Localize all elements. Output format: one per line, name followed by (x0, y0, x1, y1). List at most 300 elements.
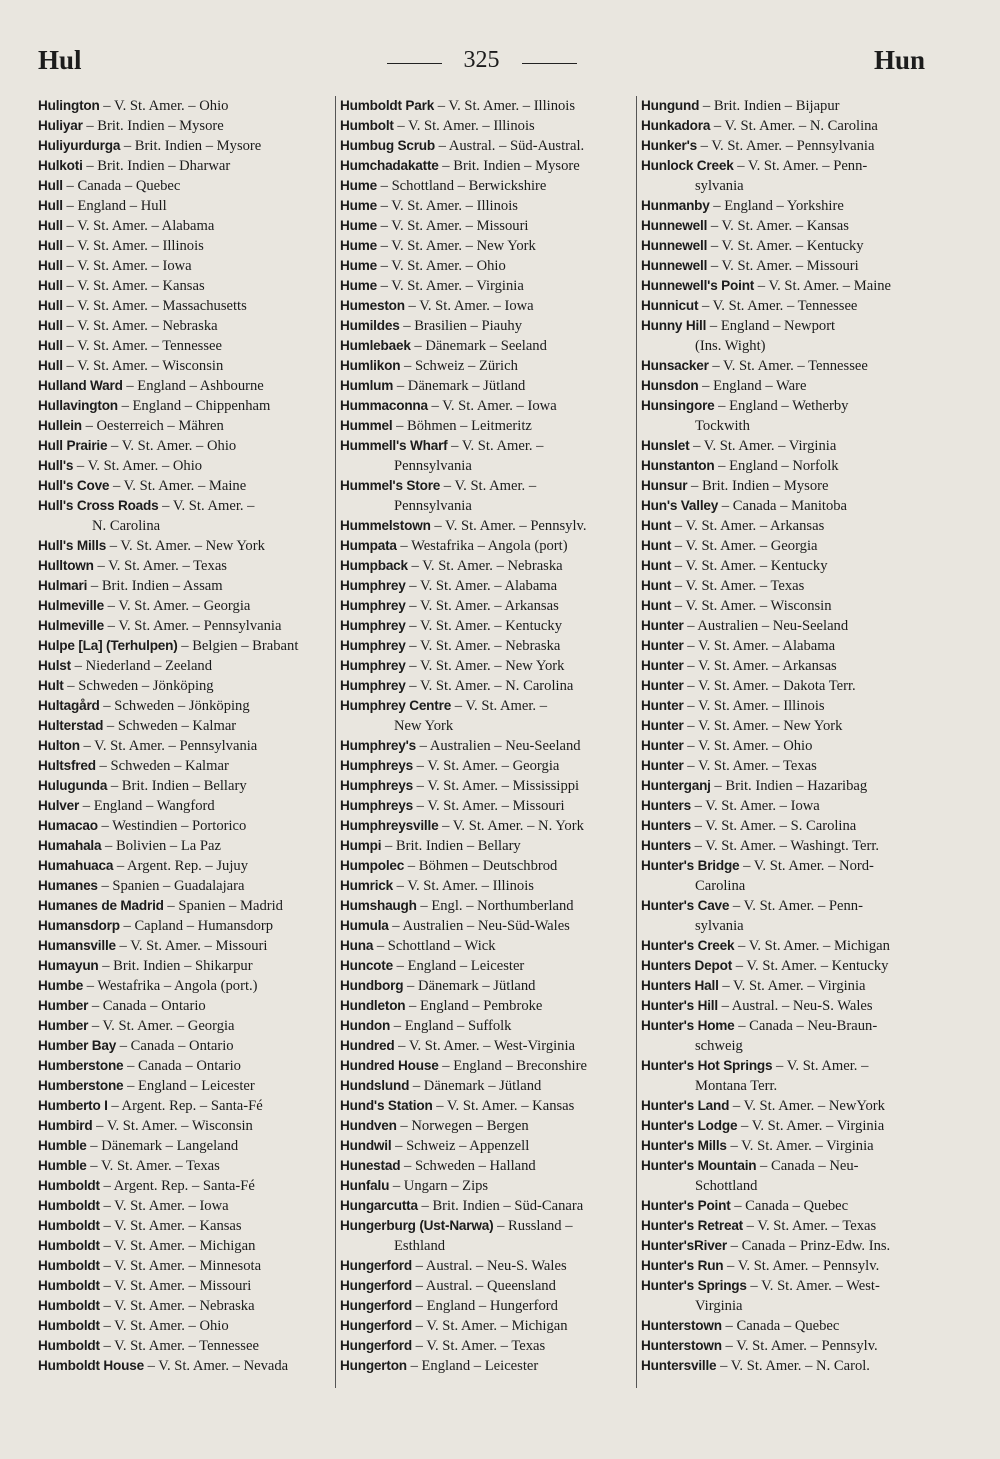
entry-location: – V. St. Amer. – New York (376, 238, 536, 254)
entry-continuation: sylvania (695, 178, 744, 194)
entry-location: – V. St. Amer. – Washingt. Terr. (690, 838, 880, 854)
entry-location: – V. St. Amer. – Georgia (88, 1018, 235, 1034)
entry-headword: Humboldt Park (340, 98, 435, 113)
entry-continuation: Schottland (695, 1178, 758, 1194)
gazetteer-entry (38, 556, 331, 576)
gazetteer-entry (641, 316, 933, 356)
gazetteer-entry (340, 576, 632, 596)
entry-location: – Schweden – Jönköping (99, 698, 250, 714)
entry-location: – England – Newport (706, 318, 836, 334)
gazetteer-entry (38, 396, 331, 416)
entry-location: – Argent. Rep. – Santa-Fé (99, 1178, 255, 1194)
entry-location: – V. St. Amer. – Wisconsin (92, 1118, 253, 1134)
entry-headword: Humildes (340, 318, 400, 333)
entry-location: – England – Leicester (392, 958, 525, 974)
entry-headword: Humphreys (340, 758, 413, 773)
entry-headword: Humphrey (340, 658, 406, 673)
entry-location: – England – Leicester (406, 1358, 539, 1374)
header-dash-right (522, 63, 577, 64)
entry-headword: Hull Prairie (38, 438, 108, 453)
gazetteer-entry (38, 476, 331, 496)
entry-location: – V. St. Amer. – Texas (743, 1218, 877, 1234)
entry-headword: Hungerford (340, 1338, 413, 1353)
entry-location: – V. St. Amer. – (447, 438, 544, 454)
entry-location: – England – Hull (62, 198, 167, 214)
entry-headword: Hundborg (340, 978, 404, 993)
entry-location: – V. St. Amer. – Arkansas (671, 518, 825, 534)
entry-headword: Hunnewell (641, 258, 708, 273)
entry-headword: Huliyar (38, 118, 83, 133)
entry-headword: Humanes de Madrid (38, 898, 164, 913)
entry-location: – V. St. Amer. – Kansas (707, 218, 849, 234)
entry-location: – England – Leicester (123, 1078, 255, 1094)
gazetteer-entry (38, 876, 331, 896)
gazetteer-entry (340, 756, 632, 776)
entry-location: – V. St. Amer. – Texas (671, 578, 805, 594)
entry-location: – V. St. Amer. – Missouri (115, 938, 268, 954)
entry-location: – Canada – Prinz-Edw. Ins. (727, 1238, 891, 1254)
entry-continuation: schweig (695, 1038, 743, 1054)
entry-location: – England – Breconshire (438, 1058, 587, 1074)
entry-location: – England – Ware (698, 378, 807, 394)
entry-location: – V. St. Amer. – Ohio (73, 458, 203, 474)
entry-headword: Hunker's (641, 138, 698, 153)
entry-headword: Humlikon (340, 358, 401, 373)
entry-location: – V. St. Amer. – Michigan (99, 1238, 256, 1254)
gazetteer-entry (340, 1096, 632, 1116)
entry-headword: Hunsdon (641, 378, 699, 393)
entry-location: – Australien – Neu-Süd-Wales (388, 918, 570, 934)
entry-headword: Hulst (38, 658, 71, 673)
entry-location: – V. St. Amer. – Georgia (413, 758, 560, 774)
entry-headword: Humberstone (38, 1058, 124, 1073)
gazetteer-entry (340, 1296, 632, 1316)
gazetteer-entry (340, 116, 632, 136)
entry-headword: Hunter's Creek (641, 938, 735, 953)
entry-location: – Brit. Indien – Mysore (438, 158, 580, 174)
gazetteer-entry (340, 1356, 632, 1376)
gazetteer-entry (38, 996, 331, 1016)
entry-location: – Canada – Manitoba (718, 498, 848, 514)
gazetteer-entry (340, 676, 632, 696)
gazetteer-entry (340, 236, 632, 256)
entry-headword: Hunter's Mills (641, 1138, 727, 1153)
entry-location: – Canada – Quebec (62, 178, 181, 194)
gazetteer-entry (340, 1056, 632, 1076)
gazetteer-entry (641, 1336, 933, 1356)
entry-headword: Hunnewell (641, 238, 708, 253)
gazetteer-entry (340, 1116, 632, 1136)
entry-location: – Ungarn – Zips (389, 1178, 489, 1194)
entry-location: – V. St. Amer. – N. York (438, 818, 584, 834)
entry-location: – Schottland – Berwickshire (376, 178, 547, 194)
entry-headword: Hundslund (340, 1078, 410, 1093)
entry-headword: Hungerford (340, 1318, 413, 1333)
entry-location: – V. St. Amer. – Kentucky (707, 238, 864, 254)
entry-location: – Canada – Ontario (88, 998, 206, 1014)
gazetteer-entry (340, 376, 632, 396)
entry-headword: Hunnewell's Point (641, 278, 755, 293)
gazetteer-entry (38, 896, 331, 916)
gazetteer-entry (340, 1176, 632, 1196)
entry-headword: Hunter's Bridge (641, 858, 740, 873)
entry-headword: Hulmeville (38, 618, 104, 633)
entry-headword: Hult (38, 678, 64, 693)
entry-location: – Spanien – Guadalajara (97, 878, 245, 894)
entry-location: – V. St. Amer. – Nord- (739, 858, 874, 874)
gazetteer-entry (641, 196, 933, 216)
entry-headword: Hundon (340, 1018, 391, 1033)
entry-headword: Hundred (340, 1038, 395, 1053)
entry-headword: Hungund (641, 98, 700, 113)
gazetteer-entry (340, 336, 632, 356)
entry-headword: Hulugunda (38, 778, 108, 793)
entry-headword: Hunsingore (641, 398, 715, 413)
gazetteer-entry (38, 1236, 331, 1256)
gazetteer-entry (38, 136, 331, 156)
gazetteer-entry (38, 1016, 331, 1036)
entry-continuation: Carolina (695, 878, 746, 894)
entry-location: – Brit. Indien – Assam (87, 578, 223, 594)
column-rule-2 (636, 96, 637, 1388)
gazetteer-entry (38, 1336, 331, 1356)
gazetteer-entry (38, 976, 331, 996)
entry-headword: Hun's Valley (641, 498, 719, 513)
gazetteer-entry (641, 256, 933, 276)
entry-headword: Humbe (38, 978, 84, 993)
entry-location: – V. St. Amer. – Virginia (718, 978, 866, 994)
entry-headword: Humlebaek (340, 338, 411, 353)
entry-location: – England – Yorkshire (709, 198, 844, 214)
gazetteer-entry (340, 916, 632, 936)
entry-location: – V. St. Amer. – Missouri (99, 1278, 252, 1294)
gazetteer-entry (641, 236, 933, 256)
page-header (38, 40, 925, 80)
entry-location: – V. St. Amer. – N. Carolina (405, 678, 574, 694)
entry-headword: Humpi (340, 838, 382, 853)
entry-location: – V. St. Amer. – Georgia (104, 598, 251, 614)
entry-headword: Hunter's Retreat (641, 1218, 744, 1233)
entry-headword: Humahala (38, 838, 102, 853)
gazetteer-entry (340, 176, 632, 196)
entry-headword: Humeston (340, 298, 405, 313)
gazetteer-entry (641, 476, 933, 496)
entry-headword: Humber (38, 998, 89, 1013)
entry-headword: Hullavington (38, 398, 118, 413)
entry-headword: Humble (38, 1138, 87, 1153)
entry-location: – Dänemark – Langeland (86, 1138, 239, 1154)
entry-location: – Oesterreich – Mähren (81, 418, 224, 434)
entry-headword: Hunter's Lodge (641, 1118, 738, 1133)
entry-headword: Hunt (641, 578, 672, 593)
entry-headword: Hungerford (340, 1258, 413, 1273)
entry-headword: Hunstanton (641, 458, 715, 473)
gazetteer-entry (340, 1256, 632, 1276)
gazetteer-entry (38, 176, 331, 196)
entry-location: – V. St. Amer. – Virginia (376, 278, 524, 294)
entry-location: – Böhmen – Deutschbrod (404, 858, 558, 874)
gazetteer-entry (340, 776, 632, 796)
entry-location: – V. St. Amer. – Maine (754, 278, 892, 294)
entry-headword: Humbird (38, 1118, 93, 1133)
gazetteer-entry (340, 996, 632, 1016)
gazetteer-entry (641, 96, 933, 116)
entry-location: – V. St. Amer. – Ohio (376, 258, 506, 274)
gazetteer-entry (641, 1016, 933, 1056)
entry-location: – V. St. Amer. – Ohio (99, 1318, 229, 1334)
gazetteer-columns (38, 96, 931, 1426)
gazetteer-entry (340, 536, 632, 556)
gazetteer-entry (641, 616, 933, 636)
entry-headword: Humphrey (340, 618, 406, 633)
entry-location: – V. St. Amer. – Georgia (671, 538, 818, 554)
gazetteer-entry (38, 816, 331, 836)
entry-location: – V. St. Amer. – Penn- (729, 898, 863, 914)
entry-headword: Hungerburg (Ust-Narwa) (340, 1218, 494, 1233)
entry-headword: Hunfalu (340, 1178, 390, 1193)
entry-location: – V. St. Amer. – Texas (412, 1338, 546, 1354)
gazetteer-entry (38, 216, 331, 236)
gazetteer-entry (340, 356, 632, 376)
entry-location: – V. St. Amer. – S. Carolina (690, 818, 857, 834)
gazetteer-entry (38, 676, 331, 696)
entry-location: – V. St. Amer. – Kentucky (405, 618, 562, 634)
entry-headword: Hull's Mills (38, 538, 107, 553)
entry-location: – V. St. Amer. – Nebraska (62, 318, 218, 334)
gazetteer-entry (38, 1196, 331, 1216)
entry-location: – Brit. Indien – Shikarpur (98, 958, 253, 974)
entry-location: – Australien – Neu-Seeland (683, 618, 849, 634)
entry-location: – Westindien – Portorico (97, 818, 247, 834)
entry-headword: Hultagård (38, 698, 100, 713)
entry-location: – V. St. Amer. – Dakota Terr. (683, 678, 856, 694)
entry-headword: Hull's (38, 458, 74, 473)
gazetteer-entry (641, 1316, 933, 1336)
gazetteer-entry (641, 276, 933, 296)
entry-headword: Hummel (340, 418, 393, 433)
entry-headword: Hulmari (38, 578, 88, 593)
entry-location: – V. St. Amer. – New York (405, 658, 565, 674)
entry-headword: Hulpe [La] (Terhulpen) (38, 638, 178, 653)
entry-headword: Hull (38, 338, 63, 353)
gazetteer-entry (641, 1356, 933, 1376)
entry-continuation: Tockwith (695, 418, 750, 434)
entry-headword: Humboldt (38, 1218, 100, 1233)
gazetteer-entry (641, 516, 933, 536)
entry-headword: Humphreysville (340, 818, 439, 833)
gazetteer-entry (340, 1136, 632, 1156)
entry-location: – V. St. Amer. – Kansas (99, 1218, 242, 1234)
gazetteer-entry (38, 1076, 331, 1096)
entry-location: – V. St. Amer. – Kentucky (671, 558, 828, 574)
entry-location: – V. St. Amer. – Pennsylv. (721, 1338, 878, 1354)
entry-continuation: Virginia (695, 1298, 743, 1314)
entry-location: – Brit. Indien – Dharwar (82, 158, 231, 174)
entry-location: – V. St. Amer. – (158, 498, 255, 514)
entry-continuation: Esthland (394, 1238, 446, 1254)
entry-location: – V. St. Amer. – Missouri (707, 258, 859, 274)
entry-headword: Humboldt (38, 1178, 100, 1193)
gazetteer-entry (38, 196, 331, 216)
gazetteer-entry (340, 196, 632, 216)
entry-location: – V. St. Amer. – Iowa (99, 1198, 229, 1214)
entry-headword: Hunt (641, 518, 672, 533)
gazetteer-entry (38, 1216, 331, 1236)
entry-location: – England – Hungerford (412, 1298, 558, 1314)
gazetteer-entry (641, 1096, 933, 1116)
gazetteer-entry (641, 836, 933, 856)
entry-location: – Schweiz – Appenzell (391, 1138, 530, 1154)
entry-headword: Humboldt (38, 1278, 100, 1293)
entry-headword: Hunterstown (641, 1318, 722, 1333)
entry-headword: Hull (38, 298, 63, 313)
gazetteer-entry (340, 816, 632, 836)
gazetteer-entry (340, 876, 632, 896)
gazetteer-entry (641, 976, 933, 996)
entry-headword: Huncote (340, 958, 393, 973)
entry-location: – V. St. Amer. – Arkansas (683, 658, 837, 674)
gazetteer-entry (641, 456, 933, 476)
entry-headword: Humlum (340, 378, 394, 393)
gazetteer-entry (340, 156, 632, 176)
entry-headword: Humayun (38, 958, 99, 973)
gazetteer-entry (340, 516, 632, 536)
gazetteer-entry (641, 356, 933, 376)
entry-location: – V. St. Amer. – Pennsylvania (79, 738, 258, 754)
entry-continuation: Pennsylvania (394, 498, 472, 514)
gazetteer-entry (38, 796, 331, 816)
entry-headword: Hunter (641, 638, 684, 653)
gazetteer-entry (340, 96, 632, 116)
gazetteer-entry (641, 776, 933, 796)
entry-location: – V. St. Amer. – Ohio (683, 738, 813, 754)
entry-headword: Humbolt (340, 118, 394, 133)
header-right-keyword: Hun (873, 45, 925, 75)
entry-headword: Hull (38, 258, 63, 273)
gazetteer-entry (641, 1216, 933, 1236)
entry-location: – Canada – Ontario (116, 1038, 234, 1054)
entry-location: – England – Wangford (79, 798, 215, 814)
entry-headword: Hull (38, 358, 63, 373)
entry-headword: Humphrey (340, 678, 406, 693)
gazetteer-entry (641, 536, 933, 556)
entry-headword: Hunterstown (641, 1338, 722, 1353)
entry-location: – V. St. Amer. – Virginia (726, 1138, 874, 1154)
gazetteer-entry (641, 1136, 933, 1156)
entry-location: – V. St. Amer. – N. Carol. (716, 1358, 870, 1374)
entry-location: – V. St. Amer. – Texas (93, 558, 227, 574)
entry-location: – England – Pembroke (405, 998, 543, 1014)
gazetteer-entry (38, 436, 331, 456)
entry-location: – V. St. Amer. – Tennessee (62, 338, 222, 354)
entry-location: – Canada – Ontario (123, 1058, 241, 1074)
entry-headword: Hunter (641, 718, 684, 733)
gazetteer-entry (38, 376, 331, 396)
gazetteer-entry (340, 296, 632, 316)
gazetteer-entry (340, 636, 632, 656)
entry-location: – V. St. Amer. – Texas (86, 1158, 220, 1174)
gazetteer-entry (340, 396, 632, 416)
entry-headword: Hunter'sRiver (641, 1238, 727, 1253)
entry-location: – V. St. Amer. – Illinois (376, 198, 518, 214)
entry-location: – V. St. Amer. – Massachusetts (62, 298, 247, 314)
entry-location: – England – Norfolk (714, 458, 839, 474)
entry-location: – V. St. Amer. – Iowa (62, 258, 192, 274)
gazetteer-entry (38, 236, 331, 256)
entry-location: – Dänemark – Jütland (403, 978, 536, 994)
entry-location: – V. St. Amer. – Illinois (683, 698, 825, 714)
gazetteer-entry (641, 716, 933, 736)
entry-location: – V. St. Amer. – Illinois (434, 98, 576, 114)
entry-location: – England – Wetherby (714, 398, 849, 414)
entry-headword: Humphrey (340, 638, 406, 653)
entry-headword: Hume (340, 258, 377, 273)
entry-headword: Hulver (38, 798, 80, 813)
gazetteer-entry (340, 1076, 632, 1096)
entry-location: – V. St. Amer. – Kansas (62, 278, 205, 294)
entry-headword: Humboldt (38, 1298, 100, 1313)
entry-headword: Hume (340, 178, 377, 193)
gazetteer-entry (641, 896, 933, 936)
entry-location: – V. St. Amer. – Alabama (405, 578, 558, 594)
gazetteer-entry (38, 736, 331, 756)
gazetteer-entry (340, 616, 632, 636)
gazetteer-entry (38, 616, 331, 636)
entry-location: – V. St. Amer. – Iowa (690, 798, 820, 814)
entry-headword: Humber (38, 1018, 89, 1033)
header-left-keyword: Hul (38, 45, 82, 75)
gazetteer-entry (38, 456, 331, 476)
gazetteer-entry (641, 636, 933, 656)
gazetteer-entry (641, 856, 933, 896)
entry-location: – V. St. Amer. – Illinois (393, 878, 534, 894)
entry-headword: Huntersville (641, 1358, 717, 1373)
entry-headword: Hunter's Point (641, 1198, 731, 1213)
entry-location: – Capland – Humansdorp (119, 918, 274, 934)
entry-headword: Huliyurdurga (38, 138, 121, 153)
entry-headword: Humphrey's (340, 738, 417, 753)
gazetteer-entry (340, 316, 632, 336)
entry-headword: Hundwil (340, 1138, 392, 1153)
gazetteer-entry (641, 396, 933, 436)
entry-headword: Hull (38, 218, 63, 233)
entry-continuation: (Ins. Wight) (695, 338, 766, 354)
entry-headword: Humble (38, 1158, 87, 1173)
gazetteer-entry (38, 336, 331, 356)
gazetteer-entry (38, 1136, 331, 1156)
entry-location: – Dänemark – Jütland (409, 1078, 542, 1094)
entry-headword: Humboldt (38, 1198, 100, 1213)
gazetteer-entry (641, 1236, 933, 1256)
entry-headword: Hulton (38, 738, 80, 753)
entry-location: – Brit. Indien – Mysore (120, 138, 262, 154)
entry-headword: Hunmanby (641, 198, 710, 213)
entry-headword: Humboldt (38, 1258, 100, 1273)
entry-headword: Hulington (38, 98, 100, 113)
entry-location: – V. St. Amer. – (772, 1058, 869, 1074)
gazetteer-entry (641, 1196, 933, 1216)
entry-location: – V. St. Amer. – Texas (683, 758, 817, 774)
entry-continuation: N. Carolina (92, 518, 161, 534)
entry-headword: Hunt (641, 598, 672, 613)
gazetteer-entry (38, 256, 331, 276)
gazetteer-entry (38, 756, 331, 776)
gazetteer-entry (340, 416, 632, 436)
entry-headword: Hulkoti (38, 158, 83, 173)
gazetteer-entry (340, 976, 632, 996)
gazetteer-entry (641, 1056, 933, 1096)
entry-headword: Hulmeville (38, 598, 104, 613)
